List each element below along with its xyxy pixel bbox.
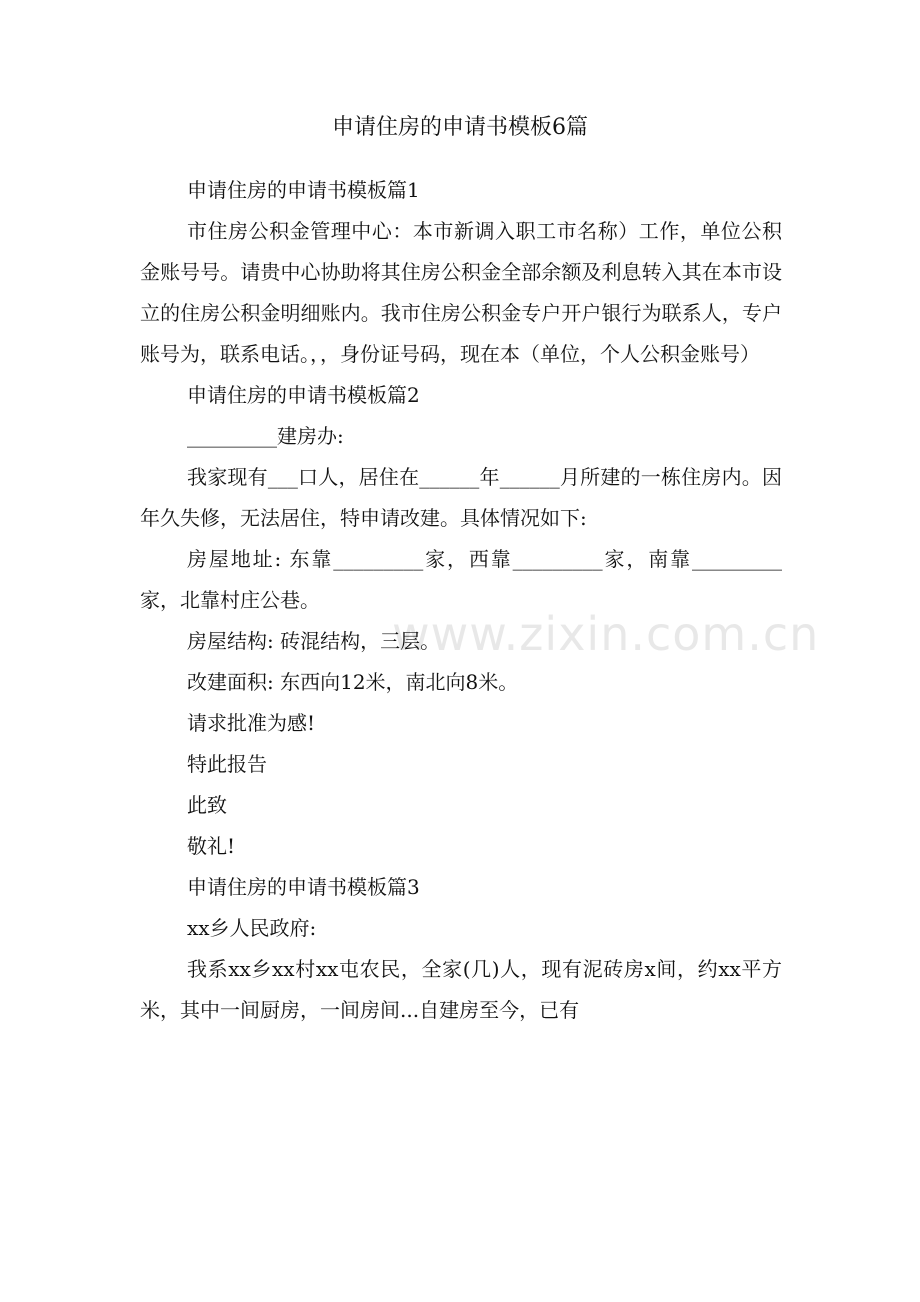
section-heading: 申请住房的申请书模板篇3 xyxy=(187,875,420,899)
paragraph: 我家现有___口人，居住在______年______月所建的一栋住房内。因年久失修，无法居住，特申请改建。具体情况如下: xyxy=(140,465,782,530)
paragraph: 我系xx乡xx村xx屯农民，全家(几)人，现有泥砖房x间，约xx平方米，其中一间厨房，一间房间...自建房至今，已有 xyxy=(140,957,782,1022)
section-heading: 申请住房的申请书模板篇2 xyxy=(187,383,420,407)
paragraph: 市住房公积金管理中心：本市新调入职工市名称）工作，单位公积金账号号。请贵中心协助将其住房公积金全部余额及利息转入其在本市设立的住房公积金明细账内。我市住房公积金专户开户银行为联系人，专户账号为，联系电话。，，身份证号码，现在本（单位，个人公积金账号） xyxy=(140,219,782,366)
watermark-text: www.zixin.com.cn xyxy=(392,607,820,661)
paragraph: 敬礼! xyxy=(187,834,236,858)
document-title: 申请住房的申请书模板6篇 xyxy=(332,115,588,140)
paragraph: 房屋地址: 东靠_________家，西靠_________家，南靠_________家，北靠村庄公巷。 xyxy=(140,547,782,612)
paragraph: xx乡人民政府: xyxy=(187,916,317,940)
paragraph: _________建房办: xyxy=(187,424,344,448)
paragraph: 改建面积: 东西向12米，南北向8米。 xyxy=(187,670,519,694)
paragraph: 此致 xyxy=(187,793,227,817)
paragraph: 请求批准为感! xyxy=(187,711,316,735)
paragraph: 房屋结构: 砖混结构，三层。 xyxy=(187,629,441,653)
paragraph: 特此报告 xyxy=(187,752,267,776)
section-heading: 申请住房的申请书模板篇1 xyxy=(187,178,420,202)
document-body xyxy=(140,170,782,1031)
